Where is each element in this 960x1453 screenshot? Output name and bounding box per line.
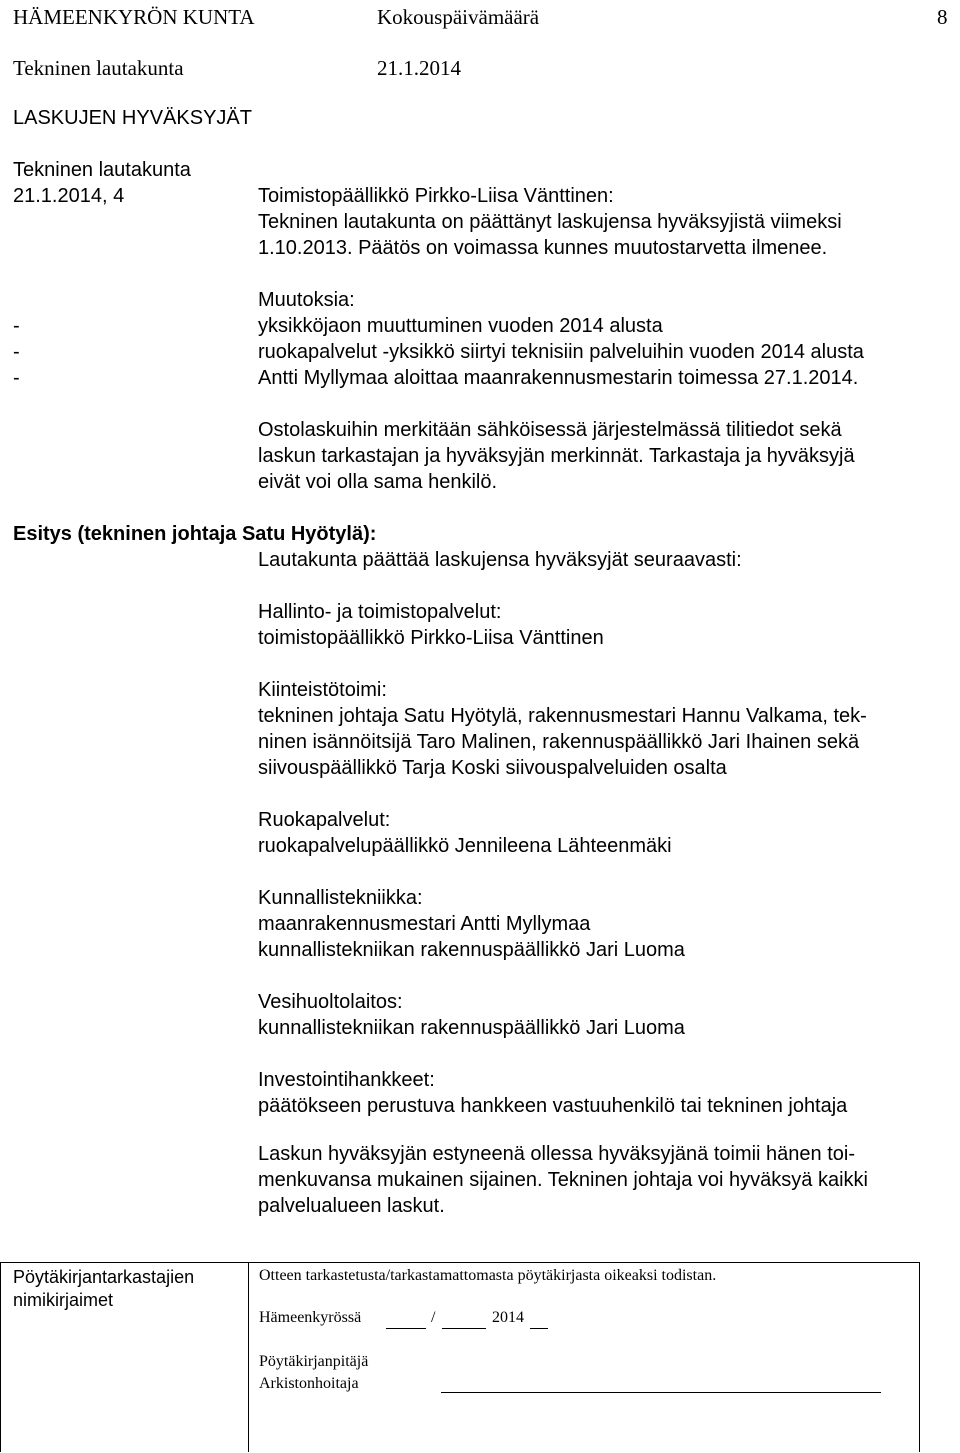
text-line: laskun tarkastajan ja hyväksyjän merkinnät. Tarkastaja ja hyväksyjä: [258, 445, 855, 467]
secretary-label: Pöytäkirjanpitäjä: [259, 1353, 369, 1370]
list-item: ruokapalvelut -yksikkö siirtyi teknisiin palveluihin vuoden 2014 alusta: [258, 341, 864, 363]
group-title: Kiinteistötoimi:: [258, 679, 387, 701]
group-title: Vesihuoltolaitos:: [258, 991, 403, 1013]
item-reference: 21.1.2014, 4: [13, 185, 125, 207]
group-municipal-engineering: [258, 885, 948, 963]
month-blank: [442, 1328, 486, 1329]
place-label: Hämeenkyrössä: [259, 1309, 362, 1326]
footer-box: [0, 1262, 948, 1452]
group-line: ninen isännöitsijä Taro Malinen, rakennuspäällikkö Jari Ihainen sekä: [258, 731, 860, 753]
group-investments: [258, 1067, 948, 1119]
group-water: [258, 989, 948, 1041]
day-blank: [386, 1328, 426, 1329]
section-title: LASKUJEN HYVÄKSYJÄT: [13, 107, 252, 129]
header-body-name: Tekninen lautakunta: [13, 56, 184, 80]
group-line: toimistopäällikkö Pirkko-Liisa Vänttinen: [258, 627, 604, 649]
group-title: Hallinto- ja toimistopalvelut:: [258, 601, 502, 623]
signature-line: [441, 1392, 881, 1393]
proposal-heading: Esitys (tekninen johtaja Satu Hyötylä):: [13, 523, 377, 545]
meeting-date-label: Kokouspäivämäärä: [377, 5, 540, 29]
group-title: Kunnallistekniikka:: [258, 887, 423, 909]
footer-top-border: [0, 1262, 920, 1263]
footer-right-border: [919, 1262, 920, 1452]
changes-heading: Muutoksia:: [258, 289, 355, 311]
list-item: yksikköjaon muuttuminen vuoden 2014 alusta: [258, 315, 663, 337]
footer-left-border: [0, 1262, 1, 1452]
archivist-label: Arkistonhoitaja: [259, 1375, 359, 1392]
list-bullet: -: [13, 315, 20, 337]
text-line: palvelualueen laskut.: [258, 1195, 445, 1217]
text-line: Ostolaskuihin merkitään sähköisessä järjestelmässä tilitiedot sekä: [258, 419, 842, 441]
date-slash: /: [431, 1309, 436, 1326]
page-number: 8: [937, 5, 948, 29]
group-line: siivouspäällikkö Tarja Koski siivouspalveluiden osalta: [258, 757, 727, 779]
certification-text: Otteen tarkastetusta/tarkastamattomasta pöytäkirjasta oikeaksi todistan.: [259, 1267, 717, 1284]
group-property: [258, 677, 948, 781]
initials-label-line2: nimikirjaimet: [13, 1290, 114, 1310]
item-body: Tekninen lautakunta: [13, 159, 191, 181]
group-title: Ruokapalvelut:: [258, 809, 391, 831]
text-line: Laskun hyväksyjän estyneenä ollessa hyväksyjänä toimii hänen toi-: [258, 1143, 856, 1165]
group-line: ruokapalvelupäällikkö Jennileena Lähteenmäki: [258, 835, 672, 857]
municipality-name: HÄMEENKYRÖN KUNTA: [13, 5, 255, 29]
header-date: 21.1.2014: [377, 56, 461, 80]
year-label: 2014: [492, 1309, 524, 1326]
group-food: [258, 807, 948, 859]
list-item: Antti Myllymaa aloittaa maanrakennusmestarin toimessa 27.1.2014.: [258, 367, 859, 389]
text-line: Tekninen lautakunta on päättänyt laskujensa hyväksyjistä viimeksi: [258, 211, 842, 233]
group-line: kunnallistekniikan rakennuspäällikkö Jari Luoma: [258, 939, 685, 961]
year-blank: [530, 1328, 548, 1329]
group-line: päätökseen perustuva hankkeen vastuuhenkilö tai tekninen johtaja: [258, 1095, 848, 1117]
closing-paragraph: [258, 1141, 948, 1219]
group-admin: [258, 599, 948, 651]
group-line: kunnallistekniikan rakennuspäällikkö Jari Luoma: [258, 1017, 685, 1039]
footer-divider: [248, 1262, 249, 1452]
text-line: Toimistopäällikkö Pirkko-Liisa Vänttinen:: [258, 185, 614, 207]
initials-label-line1: Pöytäkirjantarkastajien: [13, 1267, 195, 1287]
list-bullet: -: [13, 367, 20, 389]
initials-label: [13, 1266, 194, 1312]
proposal-intro: Lautakunta päättää laskujensa hyväksyjät seuraavasti:: [258, 549, 742, 571]
purchase-invoice-note: [258, 417, 948, 495]
item-intro: [258, 183, 948, 261]
text-line: 1.10.2013. Päätös on voimassa kunnes muutostarvetta ilmenee.: [258, 237, 828, 259]
list-bullet: -: [13, 341, 20, 363]
text-line: eivät voi olla sama henkilö.: [258, 471, 498, 493]
group-title: Investointihankkeet:: [258, 1069, 435, 1091]
text-line: menkuvansa mukainen sijainen. Tekninen johtaja voi hyväksyä kaikki: [258, 1169, 868, 1191]
group-line: maanrakennusmestari Antti Myllymaa: [258, 913, 591, 935]
group-line: tekninen johtaja Satu Hyötylä, rakennusmestari Hannu Valkama, tek-: [258, 705, 867, 727]
